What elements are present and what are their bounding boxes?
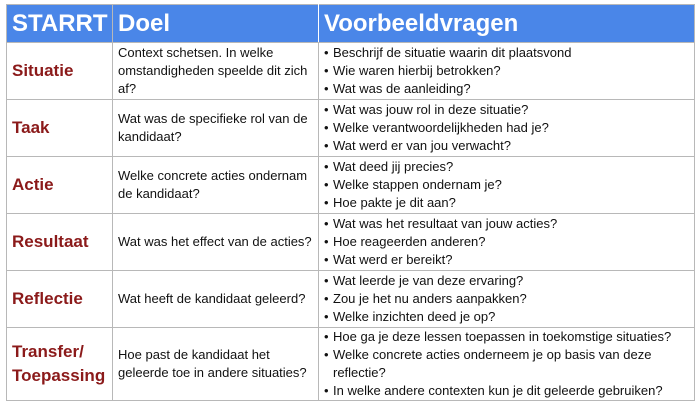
table-row: [7, 157, 695, 214]
question-list: [324, 158, 689, 212]
question-item: • Wat werd er bereikt?: [324, 251, 689, 269]
question-item: • Hoe pakte je dit aan?: [324, 194, 689, 212]
goal-text: Wat was de specifieke rol van de kandidaat?: [113, 100, 319, 157]
question-cell: [319, 214, 695, 271]
question-item: • Wat was jouw rol in deze situatie?: [324, 101, 689, 119]
table-row: [7, 43, 695, 100]
goal-text: Wat was het effect van de acties?: [113, 214, 319, 271]
table-row: [7, 271, 695, 328]
step-label: Transfer/ Toepassing: [7, 328, 113, 401]
question-item: • Welke verantwoordelijkheden had je?: [324, 119, 689, 137]
question-item: • Wat werd er van jou verwacht?: [324, 137, 689, 155]
header-doel: Doel: [113, 5, 319, 43]
goal-text: Context schetsen. In welke omstandigheden speelde dit zich af?: [113, 43, 319, 100]
question-item: • Welke concrete acties onderneem je op basis van deze reflectie?: [324, 346, 689, 382]
question-item: • Wat deed jij precies?: [324, 158, 689, 176]
question-cell: [319, 328, 695, 401]
starrt-table: [6, 4, 695, 401]
question-item: • Wat was de aanleiding?: [324, 80, 689, 98]
question-item: • Beschrijf de situatie waarin dit plaatsvond: [324, 44, 689, 62]
step-label: Taak: [7, 100, 113, 157]
step-label: Resultaat: [7, 214, 113, 271]
step-label: Actie: [7, 157, 113, 214]
step-label: Situatie: [7, 43, 113, 100]
question-item: • Welke stappen ondernam je?: [324, 176, 689, 194]
question-list: [324, 215, 689, 269]
question-cell: [319, 100, 695, 157]
goal-text: Hoe past de kandidaat het geleerde toe in andere situaties?: [113, 328, 319, 401]
header-starrt: STARRT: [7, 5, 113, 43]
question-cell: [319, 43, 695, 100]
step-label: Reflectie: [7, 271, 113, 328]
question-list: [324, 328, 689, 400]
question-item: • Wie waren hierbij betrokken?: [324, 62, 689, 80]
question-item: • Hoe ga je deze lessen toepassen in toekomstige situaties?: [324, 328, 689, 346]
table-row: [7, 328, 695, 401]
question-cell: [319, 271, 695, 328]
table-row: [7, 100, 695, 157]
question-list: [324, 101, 689, 155]
question-item: • Zou je het nu anders aanpakken?: [324, 290, 689, 308]
header-voorbeeldvragen: Voorbeeldvragen: [319, 5, 695, 43]
question-item: • In welke andere contexten kun je dit geleerde gebruiken?: [324, 382, 689, 400]
question-cell: [319, 157, 695, 214]
header-row: [7, 5, 695, 43]
question-item: • Wat was het resultaat van jouw acties?: [324, 215, 689, 233]
question-item: • Wat leerde je van deze ervaring?: [324, 272, 689, 290]
table-row: [7, 214, 695, 271]
question-item: • Welke inzichten deed je op?: [324, 308, 689, 326]
question-list: [324, 44, 689, 98]
question-item: • Hoe reageerden anderen?: [324, 233, 689, 251]
goal-text: Welke concrete acties ondernam de kandidaat?: [113, 157, 319, 214]
question-list: [324, 272, 689, 326]
goal-text: Wat heeft de kandidaat geleerd?: [113, 271, 319, 328]
